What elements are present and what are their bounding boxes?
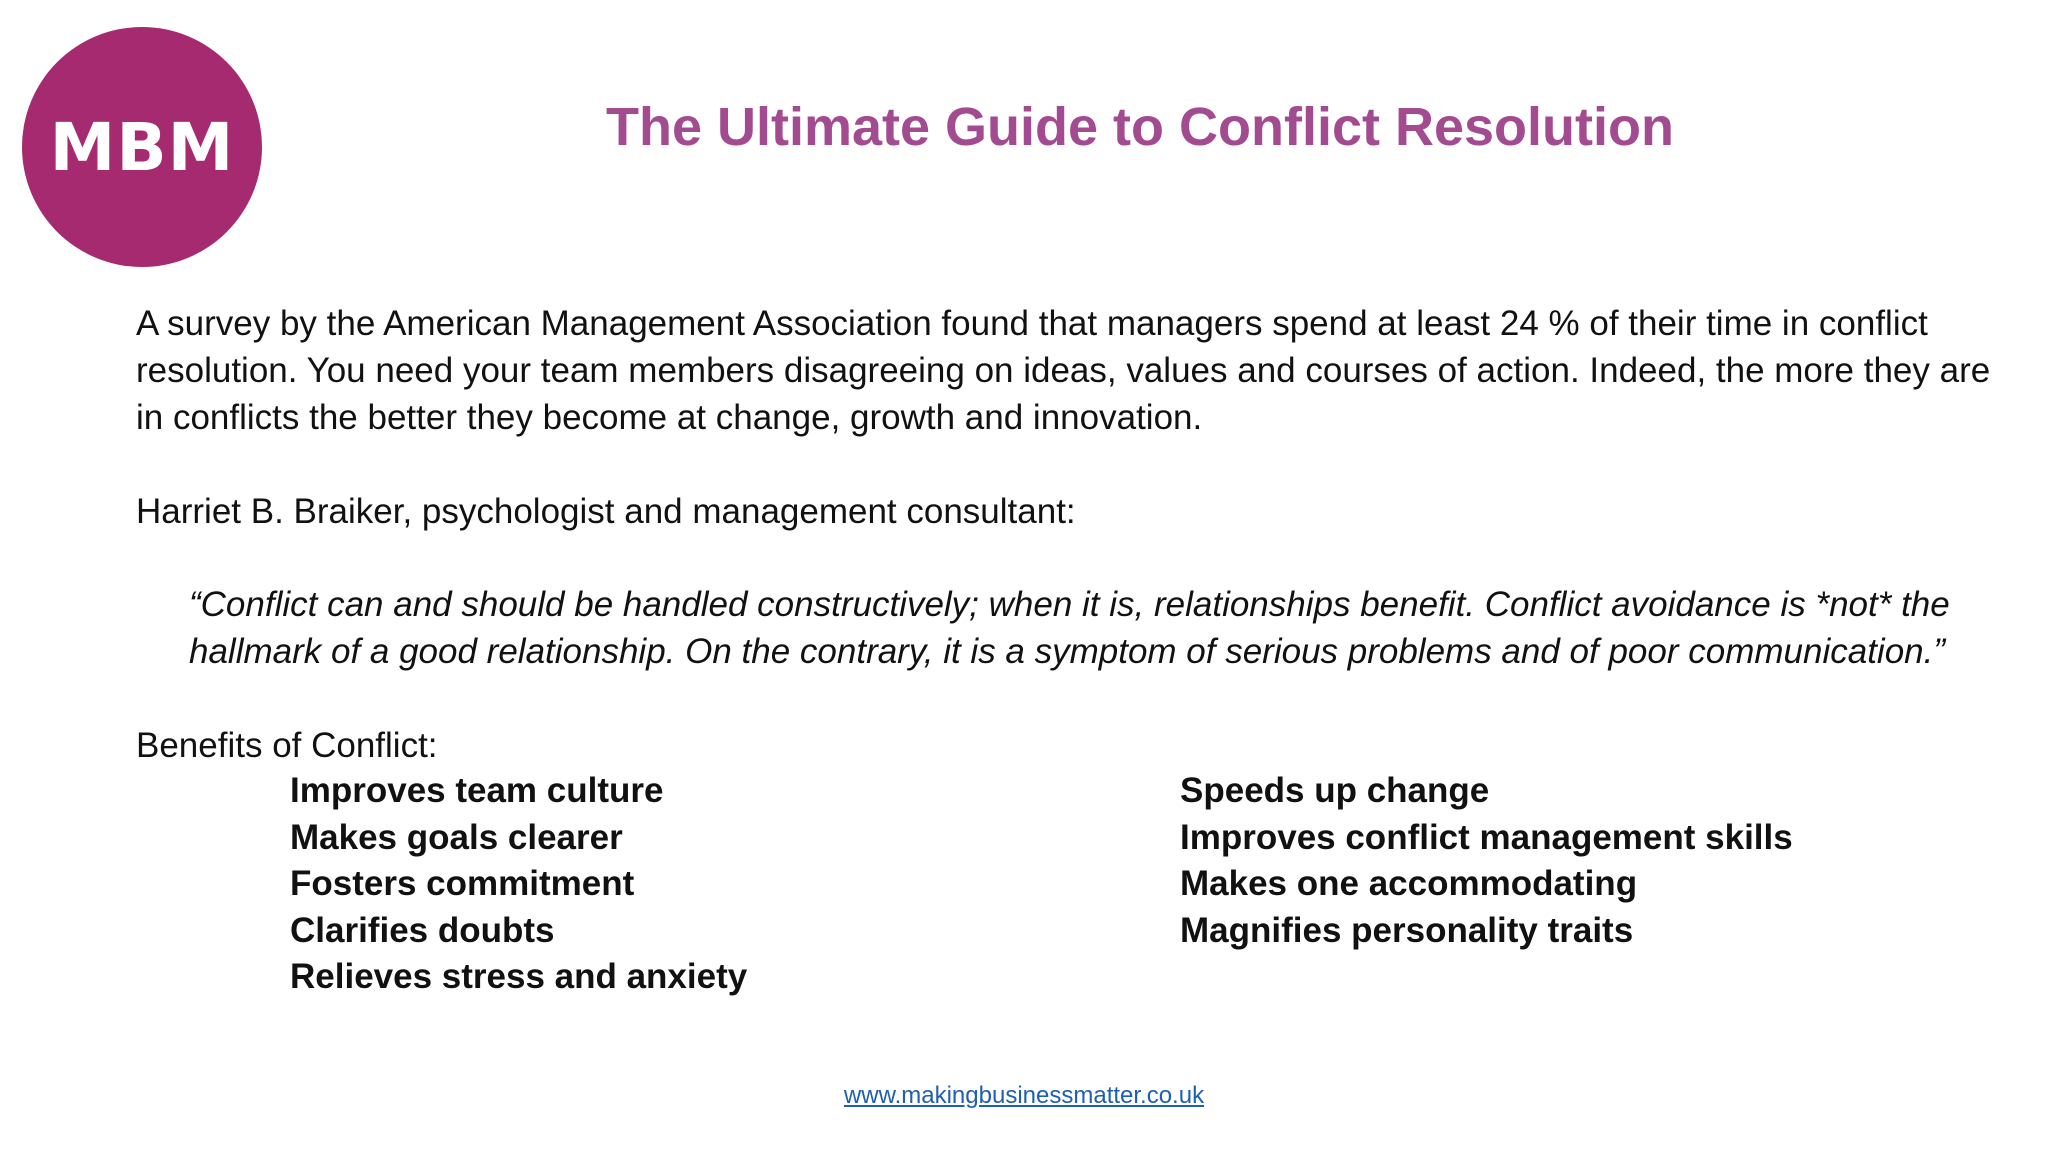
benefits-list-right bbox=[1180, 768, 1793, 954]
benefit-item: Clarifies doubts bbox=[290, 910, 555, 950]
benefit-item: Magnifies personality traits bbox=[1180, 910, 1634, 950]
benefit-item: Makes one accommodating bbox=[1180, 864, 1638, 903]
benefit-item: Improves conflict management skills bbox=[1180, 817, 1793, 857]
logo-text: MBM bbox=[49, 108, 235, 186]
benefits-heading: Benefits of Conflict: bbox=[136, 726, 438, 765]
benefit-item: Makes goals clearer bbox=[290, 817, 623, 857]
page-title: The Ultimate Guide to Conflict Resolution bbox=[605, 97, 1674, 157]
intro-paragraph: A survey by the American Management Association found that managers spend at least 24 % of their time in conflict resolution. You need your team members disagreeing on ideas, values and courses of action. Indeed, the more they are in conflicts the better they become at change, growth and innovation. bbox=[136, 304, 1991, 437]
benefit-item: Improves team culture bbox=[290, 771, 664, 810]
benefit-item: Speeds up change bbox=[1180, 771, 1490, 810]
mbm-logo bbox=[22, 27, 262, 267]
website-link[interactable]: www.makingbusinessmatter.co.uk bbox=[843, 1082, 1205, 1109]
braiker-quote: “Conflict can and should be handled constructively; when it is, relationships benefit. Conflict avoidance is *not* the hallmark of a good relationship. On the contrary, it is a symptom of serious problems and of poor communication.” bbox=[189, 585, 1950, 671]
footer bbox=[0, 1082, 2048, 1110]
benefits-list-left bbox=[290, 768, 747, 1001]
benefit-item: Relieves stress and anxiety bbox=[290, 957, 748, 996]
quote-attribution: Harriet B. Braiker, psychologist and management consultant: bbox=[136, 492, 1076, 531]
benefit-item: Fosters commitment bbox=[290, 864, 635, 903]
